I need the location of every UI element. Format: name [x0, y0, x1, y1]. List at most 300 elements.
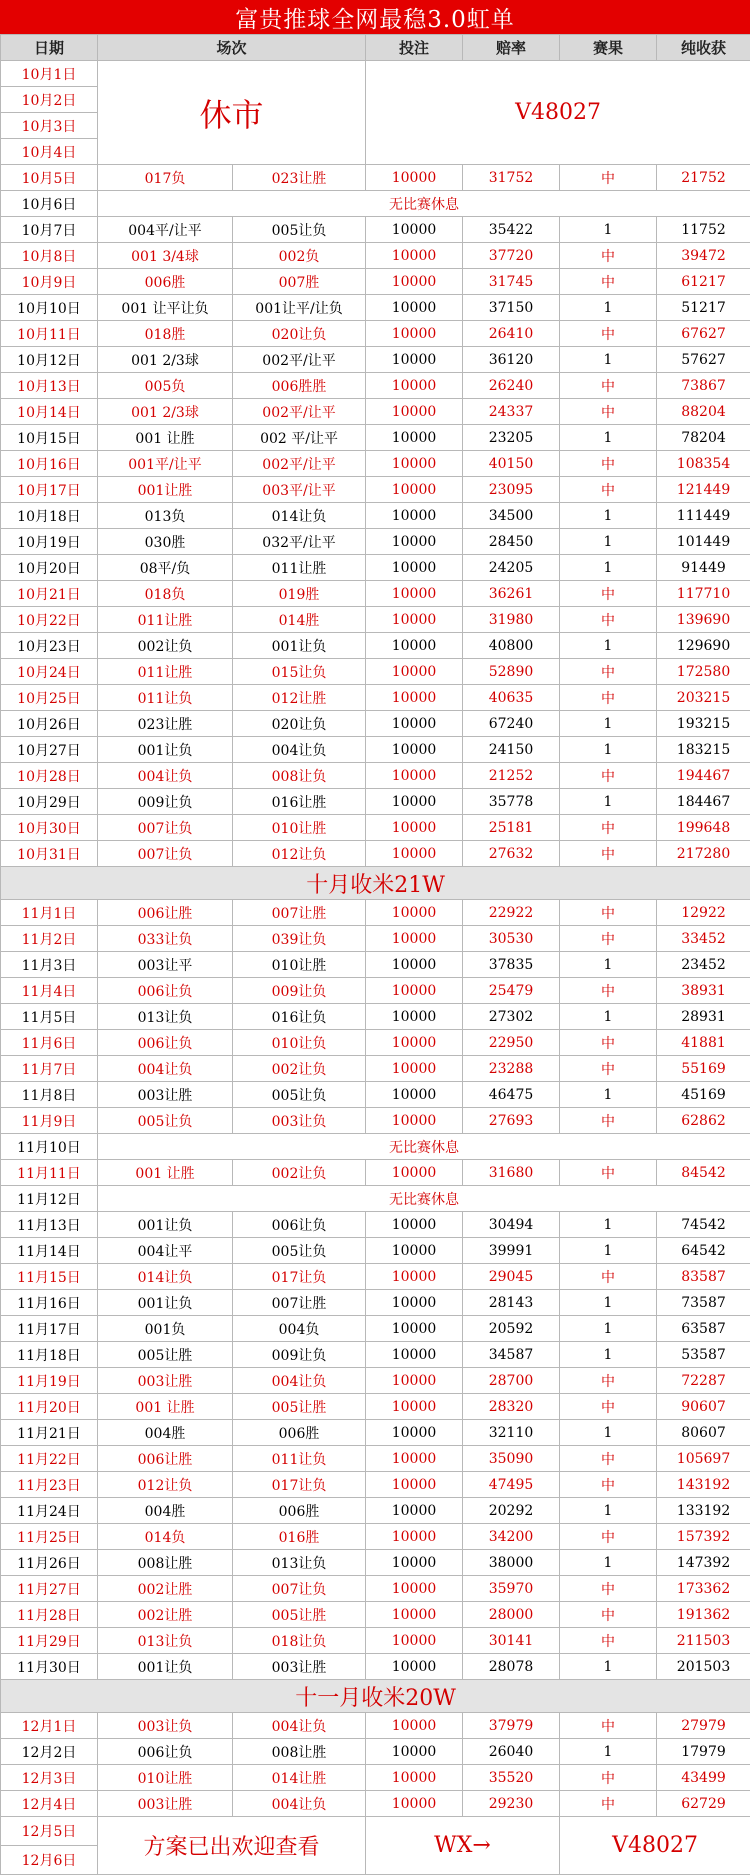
bet-cell: 10000	[366, 321, 463, 347]
profit-cell: 91449	[657, 555, 750, 581]
result-row	[1, 789, 750, 815]
odds-cell: 21252	[463, 763, 560, 789]
bet-cell: 10000	[366, 373, 463, 399]
profit-cell: 211503	[657, 1628, 750, 1654]
profit-cell: 45169	[657, 1082, 750, 1108]
match-2-cell: 004让负	[233, 1713, 366, 1739]
result-cell: 中	[560, 1446, 657, 1472]
result-row	[1, 347, 750, 373]
match-2-cell: 006让负	[233, 1212, 366, 1238]
header-result: 赛果	[560, 35, 657, 61]
profit-cell: 51217	[657, 295, 750, 321]
sheet-title: 富贵推球全网最稳3.0虹单	[0, 0, 750, 34]
profit-cell: 139690	[657, 607, 750, 633]
bet-cell: 10000	[366, 659, 463, 685]
header-matches: 场次	[98, 35, 366, 61]
odds-cell: 24205	[463, 555, 560, 581]
date-cell: 10月11日	[1, 321, 98, 347]
match-1-cell: 007让负	[98, 815, 233, 841]
profit-cell: 184467	[657, 789, 750, 815]
match-2-cell: 004让负	[233, 1791, 366, 1817]
odds-cell: 28320	[463, 1394, 560, 1420]
odds-cell: 30530	[463, 926, 560, 952]
result-cell: 中	[560, 1108, 657, 1134]
odds-cell: 37979	[463, 1713, 560, 1739]
odds-cell: 24150	[463, 737, 560, 763]
match-1-cell: 005负	[98, 373, 233, 399]
match-1-cell: 006让负	[98, 1739, 233, 1765]
result-row	[1, 217, 750, 243]
date-cell: 10月15日	[1, 425, 98, 451]
result-row	[1, 451, 750, 477]
odds-cell: 28078	[463, 1654, 560, 1680]
odds-cell: 22922	[463, 900, 560, 926]
result-cell: 中	[560, 451, 657, 477]
match-1-cell: 009让负	[98, 789, 233, 815]
result-cell: 1	[560, 1290, 657, 1316]
profit-cell: 147392	[657, 1550, 750, 1576]
match-1-cell: 003让平	[98, 952, 233, 978]
profit-cell: 11752	[657, 217, 750, 243]
match-1-cell: 003让胜	[98, 1368, 233, 1394]
bet-cell: 10000	[366, 1238, 463, 1264]
date-cell: 10月20日	[1, 555, 98, 581]
bet-cell: 10000	[366, 347, 463, 373]
match-2-cell: 008让负	[233, 763, 366, 789]
profit-cell: 73587	[657, 1290, 750, 1316]
closed-date: 10月2日	[1, 87, 98, 113]
date-cell: 10月23日	[1, 633, 98, 659]
match-1-cell: 011让胜	[98, 659, 233, 685]
profit-cell: 117710	[657, 581, 750, 607]
result-cell: 中	[560, 1056, 657, 1082]
date-cell: 11月11日	[1, 1160, 98, 1186]
date-cell: 10月14日	[1, 399, 98, 425]
result-row	[1, 1498, 750, 1524]
bet-cell: 10000	[366, 399, 463, 425]
match-1-cell: 006让负	[98, 1030, 233, 1056]
match-1-cell: 08平/负	[98, 555, 233, 581]
match-2-cell: 004让负	[233, 1368, 366, 1394]
match-2-cell: 014胜	[233, 607, 366, 633]
date-cell: 11月4日	[1, 978, 98, 1004]
result-cell: 中	[560, 685, 657, 711]
match-2-cell: 005让负	[233, 1238, 366, 1264]
bet-cell: 10000	[366, 1394, 463, 1420]
result-row	[1, 1030, 750, 1056]
result-cell: 中	[560, 321, 657, 347]
match-1-cell: 030胜	[98, 529, 233, 555]
profit-cell: 43499	[657, 1765, 750, 1791]
match-2-cell: 012让负	[233, 841, 366, 867]
result-row	[1, 1316, 750, 1342]
result-row	[1, 1446, 750, 1472]
footer-date: 12月5日	[1, 1817, 98, 1846]
match-2-cell: 032平/让平	[233, 529, 366, 555]
match-1-cell: 001 让胜	[98, 1394, 233, 1420]
date-cell: 10月27日	[1, 737, 98, 763]
profit-cell: 90607	[657, 1394, 750, 1420]
match-1-cell: 007让负	[98, 841, 233, 867]
bet-cell: 10000	[366, 1498, 463, 1524]
date-cell: 10月28日	[1, 763, 98, 789]
result-row	[1, 1238, 750, 1264]
date-cell: 11月17日	[1, 1316, 98, 1342]
match-2-cell: 009让负	[233, 978, 366, 1004]
match-2-cell: 005让胜	[233, 1394, 366, 1420]
odds-cell: 34500	[463, 503, 560, 529]
match-2-cell: 012让胜	[233, 685, 366, 711]
match-2-cell: 014让负	[233, 503, 366, 529]
odds-cell: 31680	[463, 1160, 560, 1186]
odds-cell: 28000	[463, 1602, 560, 1628]
result-cell: 1	[560, 529, 657, 555]
result-row	[1, 1212, 750, 1238]
result-cell: 中	[560, 900, 657, 926]
odds-cell: 34587	[463, 1342, 560, 1368]
date-cell: 12月3日	[1, 1765, 98, 1791]
odds-cell: 31752	[463, 165, 560, 191]
date-cell: 10月21日	[1, 581, 98, 607]
result-row	[1, 399, 750, 425]
match-2-cell: 009让负	[233, 1342, 366, 1368]
result-row	[1, 737, 750, 763]
match-1-cell: 001 让平让负	[98, 295, 233, 321]
match-1-cell: 006胜	[98, 269, 233, 295]
profit-cell: 27979	[657, 1713, 750, 1739]
result-cell: 中	[560, 1791, 657, 1817]
match-2-cell: 002平/让平	[233, 451, 366, 477]
result-row	[1, 529, 750, 555]
match-1-cell: 003让胜	[98, 1791, 233, 1817]
match-1-cell: 001让负	[98, 1290, 233, 1316]
bet-cell: 10000	[366, 1030, 463, 1056]
result-cell: 中	[560, 926, 657, 952]
result-cell: 中	[560, 269, 657, 295]
bet-cell: 10000	[366, 1765, 463, 1791]
closed-label: 休市	[98, 61, 366, 165]
date-cell: 11月29日	[1, 1628, 98, 1654]
profit-cell: 67627	[657, 321, 750, 347]
result-cell: 1	[560, 1082, 657, 1108]
bet-cell: 10000	[366, 1290, 463, 1316]
date-cell: 11月6日	[1, 1030, 98, 1056]
result-cell: 1	[560, 1004, 657, 1030]
bet-cell: 10000	[366, 1108, 463, 1134]
result-cell: 中	[560, 243, 657, 269]
profit-cell: 121449	[657, 477, 750, 503]
profit-cell: 105697	[657, 1446, 750, 1472]
profit-cell: 194467	[657, 763, 750, 789]
result-row	[1, 1472, 750, 1498]
result-cell: 中	[560, 841, 657, 867]
date-cell: 11月18日	[1, 1342, 98, 1368]
odds-cell: 37835	[463, 952, 560, 978]
match-1-cell: 013负	[98, 503, 233, 529]
odds-cell: 39991	[463, 1238, 560, 1264]
date-cell: 11月27日	[1, 1576, 98, 1602]
odds-cell: 29045	[463, 1264, 560, 1290]
bet-cell: 10000	[366, 1713, 463, 1739]
odds-cell: 38000	[463, 1550, 560, 1576]
result-row	[1, 1108, 750, 1134]
match-2-cell: 020让负	[233, 321, 366, 347]
match-1-cell: 004让负	[98, 763, 233, 789]
bet-cell: 10000	[366, 1472, 463, 1498]
results-table	[0, 34, 750, 1875]
date-cell: 10月19日	[1, 529, 98, 555]
profit-cell: 12922	[657, 900, 750, 926]
result-cell: 中	[560, 1030, 657, 1056]
bet-cell: 10000	[366, 926, 463, 952]
match-2-cell: 002让负	[233, 1056, 366, 1082]
match-2-cell: 015让负	[233, 659, 366, 685]
match-1-cell: 002让负	[98, 633, 233, 659]
result-row	[1, 1160, 750, 1186]
result-cell: 1	[560, 711, 657, 737]
closed-date: 10月1日	[1, 61, 98, 87]
date-cell: 10月26日	[1, 711, 98, 737]
match-1-cell: 001 2/3球	[98, 347, 233, 373]
profit-cell: 78204	[657, 425, 750, 451]
match-2-cell: 006胜	[233, 1498, 366, 1524]
odds-cell: 27693	[463, 1108, 560, 1134]
result-row	[1, 1628, 750, 1654]
date-cell: 10月29日	[1, 789, 98, 815]
date-cell: 11月25日	[1, 1524, 98, 1550]
profit-cell: 201503	[657, 1654, 750, 1680]
result-cell: 中	[560, 1602, 657, 1628]
profit-cell: 72287	[657, 1368, 750, 1394]
profit-cell: 74542	[657, 1212, 750, 1238]
bet-cell: 10000	[366, 1004, 463, 1030]
match-1-cell: 004胜	[98, 1498, 233, 1524]
date-cell: 10月24日	[1, 659, 98, 685]
profit-cell: 199648	[657, 815, 750, 841]
result-row	[1, 659, 750, 685]
match-2-cell: 019胜	[233, 581, 366, 607]
result-cell: 中	[560, 1628, 657, 1654]
result-cell: 中	[560, 763, 657, 789]
bet-cell: 10000	[366, 789, 463, 815]
result-row	[1, 607, 750, 633]
match-2-cell: 013让负	[233, 1550, 366, 1576]
result-cell: 中	[560, 1394, 657, 1420]
date-cell: 10月25日	[1, 685, 98, 711]
result-cell: 中	[560, 1472, 657, 1498]
profit-cell: 217280	[657, 841, 750, 867]
result-row	[1, 581, 750, 607]
odds-cell: 52890	[463, 659, 560, 685]
result-cell: 1	[560, 1420, 657, 1446]
footer-contact: WX→	[366, 1817, 560, 1875]
odds-cell: 36261	[463, 581, 560, 607]
match-1-cell: 001让负	[98, 1654, 233, 1680]
odds-cell: 37150	[463, 295, 560, 321]
odds-cell: 25479	[463, 978, 560, 1004]
result-cell: 1	[560, 789, 657, 815]
match-1-cell: 001 3/4球	[98, 243, 233, 269]
result-row	[1, 269, 750, 295]
november-summary-row	[1, 1680, 750, 1713]
profit-cell: 17979	[657, 1739, 750, 1765]
match-2-cell: 004让负	[233, 737, 366, 763]
bet-cell: 10000	[366, 607, 463, 633]
result-cell: 中	[560, 1368, 657, 1394]
odds-cell: 26240	[463, 373, 560, 399]
match-1-cell: 013让负	[98, 1004, 233, 1030]
result-cell: 中	[560, 1524, 657, 1550]
profit-cell: 133192	[657, 1498, 750, 1524]
odds-cell: 35778	[463, 789, 560, 815]
result-cell: 中	[560, 1160, 657, 1186]
match-1-cell: 001 2/3球	[98, 399, 233, 425]
result-row	[1, 373, 750, 399]
odds-cell: 30141	[463, 1628, 560, 1654]
odds-cell: 40150	[463, 451, 560, 477]
profit-cell: 80607	[657, 1420, 750, 1446]
odds-cell: 67240	[463, 711, 560, 737]
result-cell: 1	[560, 737, 657, 763]
date-cell: 10月13日	[1, 373, 98, 399]
match-1-cell: 001平/让平	[98, 451, 233, 477]
profit-cell: 191362	[657, 1602, 750, 1628]
bet-cell: 10000	[366, 1446, 463, 1472]
result-cell: 中	[560, 373, 657, 399]
match-2-cell: 010让负	[233, 1030, 366, 1056]
profit-cell: 172580	[657, 659, 750, 685]
match-2-cell: 005让胜	[233, 1602, 366, 1628]
date-cell: 10月7日	[1, 217, 98, 243]
bet-cell: 10000	[366, 841, 463, 867]
date-cell: 11月24日	[1, 1498, 98, 1524]
result-cell: 中	[560, 607, 657, 633]
profit-cell: 39472	[657, 243, 750, 269]
result-row	[1, 711, 750, 737]
date-cell: 10月31日	[1, 841, 98, 867]
bet-cell: 10000	[366, 1550, 463, 1576]
bet-cell: 10000	[366, 1212, 463, 1238]
result-cell: 中	[560, 165, 657, 191]
header-profit: 纯收获	[657, 35, 750, 61]
result-cell: 1	[560, 1654, 657, 1680]
date-cell: 11月8日	[1, 1082, 98, 1108]
match-2-cell: 001让负	[233, 633, 366, 659]
bet-cell: 10000	[366, 1791, 463, 1817]
result-row	[1, 321, 750, 347]
result-cell: 1	[560, 1550, 657, 1576]
match-1-cell: 006让负	[98, 978, 233, 1004]
match-2-cell: 010让胜	[233, 815, 366, 841]
date-cell: 10月22日	[1, 607, 98, 633]
bet-cell: 10000	[366, 1420, 463, 1446]
match-2-cell: 016让负	[233, 1004, 366, 1030]
result-cell: 中	[560, 1576, 657, 1602]
match-1-cell: 023让胜	[98, 711, 233, 737]
date-cell: 11月10日	[1, 1134, 98, 1160]
result-cell: 1	[560, 555, 657, 581]
date-cell: 11月26日	[1, 1550, 98, 1576]
odds-cell: 34200	[463, 1524, 560, 1550]
match-1-cell: 004让平	[98, 1238, 233, 1264]
odds-cell: 35090	[463, 1446, 560, 1472]
odds-cell: 25181	[463, 815, 560, 841]
match-1-cell: 033让负	[98, 926, 233, 952]
bet-cell: 10000	[366, 737, 463, 763]
closed-date: 10月4日	[1, 139, 98, 165]
profit-cell: 55169	[657, 1056, 750, 1082]
match-1-cell: 002让胜	[98, 1602, 233, 1628]
bet-cell: 10000	[366, 269, 463, 295]
bet-cell: 10000	[366, 1628, 463, 1654]
odds-cell: 28143	[463, 1290, 560, 1316]
odds-cell: 28700	[463, 1368, 560, 1394]
match-2-cell: 005让负	[233, 217, 366, 243]
profit-cell: 41881	[657, 1030, 750, 1056]
odds-cell: 37720	[463, 243, 560, 269]
header-bet: 投注	[366, 35, 463, 61]
date-cell: 10月17日	[1, 477, 98, 503]
bet-cell: 10000	[366, 581, 463, 607]
result-row	[1, 1576, 750, 1602]
match-1-cell: 001 让胜	[98, 425, 233, 451]
date-cell: 11月14日	[1, 1238, 98, 1264]
bet-cell: 10000	[366, 425, 463, 451]
result-cell: 1	[560, 1238, 657, 1264]
bet-cell: 10000	[366, 1654, 463, 1680]
odds-cell: 22950	[463, 1030, 560, 1056]
match-1-cell: 005让负	[98, 1108, 233, 1134]
result-row	[1, 425, 750, 451]
bet-cell: 10000	[366, 952, 463, 978]
match-1-cell: 018负	[98, 581, 233, 607]
profit-cell: 83587	[657, 1264, 750, 1290]
odds-cell: 36120	[463, 347, 560, 373]
match-2-cell: 003让负	[233, 1108, 366, 1134]
match-2-cell: 004负	[233, 1316, 366, 1342]
bet-cell: 10000	[366, 165, 463, 191]
profit-cell: 108354	[657, 451, 750, 477]
match-2-cell: 023让胜	[233, 165, 366, 191]
match-1-cell: 013让负	[98, 1628, 233, 1654]
bet-cell: 10000	[366, 633, 463, 659]
bet-cell: 10000	[366, 217, 463, 243]
match-1-cell: 014让负	[98, 1264, 233, 1290]
profit-cell: 173362	[657, 1576, 750, 1602]
match-2-cell: 014让胜	[233, 1765, 366, 1791]
match-1-cell: 001 让胜	[98, 1160, 233, 1186]
date-cell: 11月15日	[1, 1264, 98, 1290]
result-cell: 中	[560, 1765, 657, 1791]
match-2-cell: 003让胜	[233, 1654, 366, 1680]
bet-cell: 10000	[366, 763, 463, 789]
footer-message: 方案已出欢迎查看	[98, 1817, 366, 1875]
match-2-cell: 007让负	[233, 1576, 366, 1602]
result-cell: 中	[560, 399, 657, 425]
match-2-cell: 016胜	[233, 1524, 366, 1550]
profit-cell: 203215	[657, 685, 750, 711]
odds-cell: 20592	[463, 1316, 560, 1342]
date-cell: 12月4日	[1, 1791, 98, 1817]
match-2-cell: 011让负	[233, 1446, 366, 1472]
match-1-cell: 004平/让平	[98, 217, 233, 243]
profit-cell: 157392	[657, 1524, 750, 1550]
result-row	[1, 1082, 750, 1108]
result-cell: 1	[560, 425, 657, 451]
result-row	[1, 685, 750, 711]
result-cell: 1	[560, 295, 657, 321]
match-1-cell: 002让胜	[98, 1576, 233, 1602]
